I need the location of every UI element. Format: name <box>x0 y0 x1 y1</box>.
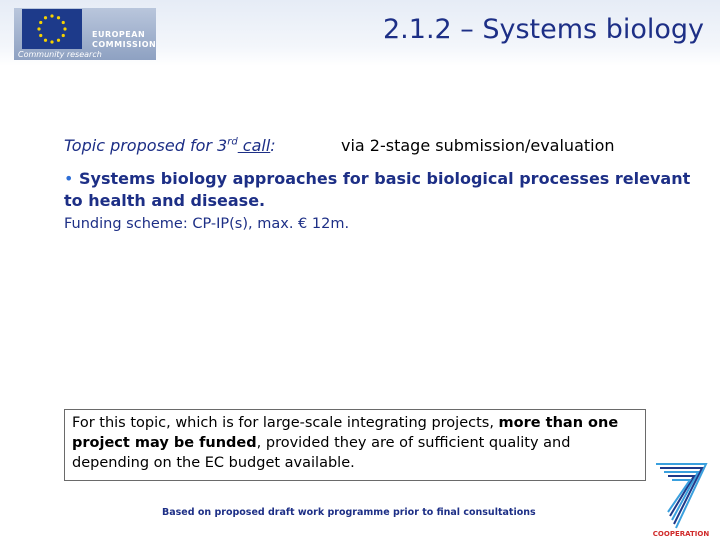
note-part-2: , provided they are of sufficient quality and depending on the EC budget available. <box>72 435 571 471</box>
eu-star-icon <box>39 21 42 24</box>
topic-label-colon: : <box>270 136 276 155</box>
eu-star-icon <box>62 34 65 37</box>
eu-star-icon <box>57 16 60 19</box>
topic-line <box>64 136 615 155</box>
note-bold: more than one project may be funded <box>72 415 619 451</box>
eu-star-icon <box>44 39 47 42</box>
topic-label <box>64 136 276 155</box>
eu-star-icon <box>63 27 66 30</box>
european-commission-text <box>92 30 162 50</box>
eu-star-icon <box>39 34 42 37</box>
bullet-main <box>64 168 704 212</box>
eu-star-icon <box>50 40 53 43</box>
slide-title: 2.1.2 – Systems biology <box>383 14 704 45</box>
funding-scheme: Funding scheme: CP-IP(s), max. € 12m. <box>64 216 350 232</box>
eu-flag-icon <box>22 9 82 49</box>
footer-note: Based on proposed draft work programme prior to final consultations <box>162 507 536 518</box>
bullet-text: Systems biology approaches for basic biological processes relevant to health and disease. <box>64 169 691 210</box>
eu-star-icon <box>50 14 53 17</box>
topic-label-prefix: Topic proposed for 3 <box>64 136 228 155</box>
eu-star-icon <box>44 16 47 19</box>
note-box <box>64 409 646 481</box>
org-line-2: COMMISSION <box>92 40 157 49</box>
community-research-label: Community research <box>18 50 102 59</box>
fp7-caption: COOPERATION <box>652 530 710 538</box>
note-part-1: For this topic, which is for large-scale integrating projects, <box>72 415 499 431</box>
eu-star-icon <box>62 21 65 24</box>
topic-label-sup: rd <box>227 136 238 148</box>
topic-via: via 2-stage submission/evaluation <box>341 136 615 155</box>
fp7-logo-icon <box>648 458 714 540</box>
bullet-icon: • <box>64 169 74 188</box>
eu-star-icon <box>57 39 60 42</box>
topic-label-suffix: call <box>237 136 271 155</box>
eu-star-icon <box>37 27 40 30</box>
org-line-1: EUROPEAN <box>92 30 146 39</box>
